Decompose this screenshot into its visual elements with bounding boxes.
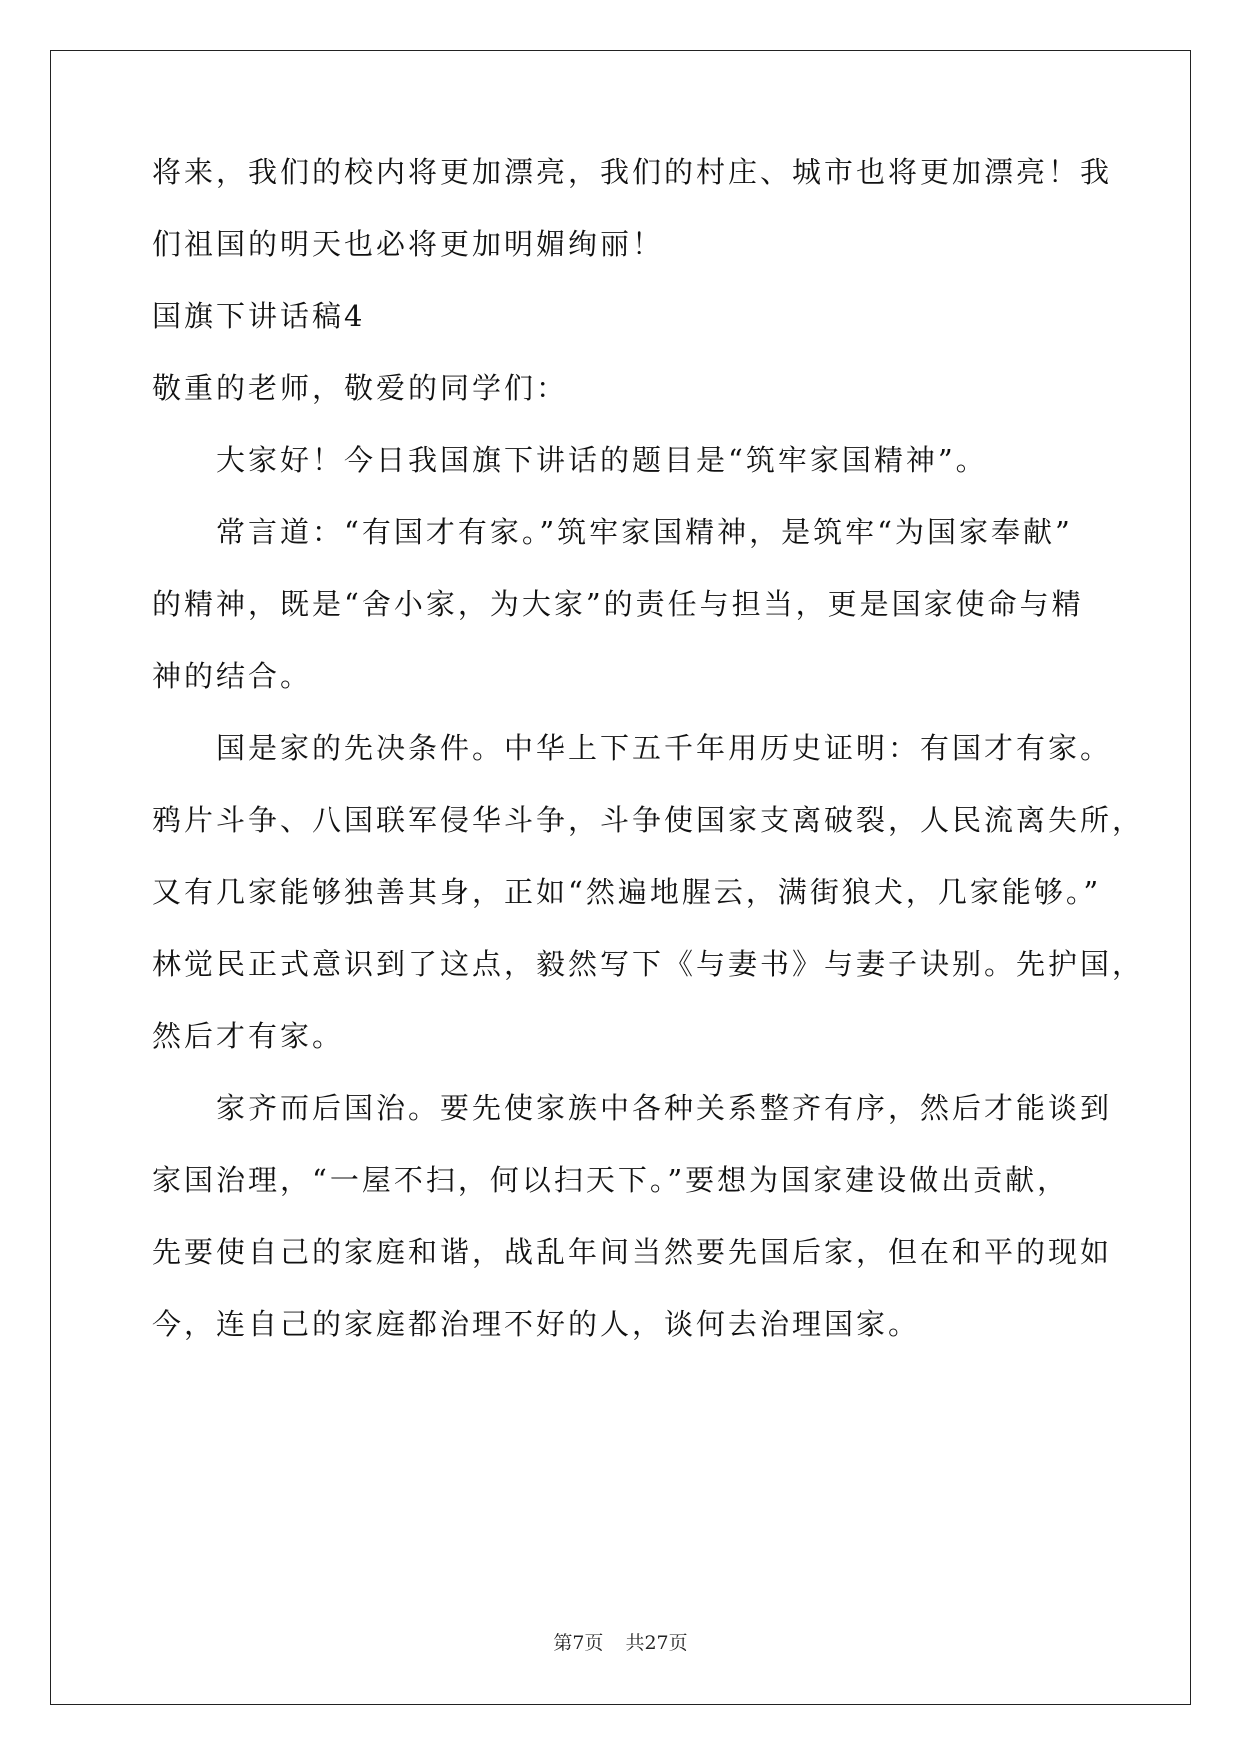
text-line: 先要使自己的家庭和谐，战乱年间当然要先国后家，但在和平的现如 <box>152 1235 1113 1269</box>
salutation: 敬重的老师，敬爱的同学们： <box>152 371 569 405</box>
text-line: 鸦片斗争、八国联军侵华斗争，斗争使国家支离破裂，人民流离失所， <box>152 803 1145 837</box>
page-footer <box>0 1628 1241 1655</box>
text-line: 常言道：“有国才有家。”筑牢家国精神，是筑牢“为国家奉献” <box>216 515 1073 549</box>
text-line: 林觉民正式意识到了这点，毅然写下《与妻书》与妻子诀别。先护国， <box>152 947 1145 981</box>
page-total: 共27页 <box>625 1632 688 1654</box>
text-line: 家国治理，“一屋不扫，何以扫天下。”要想为国家建设做出贡献， <box>152 1163 1070 1197</box>
text-line: 大家好！今日我国旗下讲话的题目是“筑牢家国精神”。 <box>216 443 988 477</box>
section-heading: 国旗下讲话稿4 <box>152 299 366 333</box>
text-line: 国是家的先决条件。中华上下五千年用历史证明：有国才有家。 <box>216 731 1113 765</box>
text-line: 家齐而后国治。要先使家族中各种关系整齐有序，然后才能谈到 <box>216 1091 1113 1125</box>
text-line: 神的结合。 <box>152 659 313 693</box>
text-line: 的精神，既是“舍小家，为大家”的责任与担当，更是国家使命与精 <box>152 587 1084 621</box>
page-number: 第7页 <box>553 1632 604 1654</box>
text-line: 今，连自己的家庭都治理不好的人，谈何去治理国家。 <box>152 1307 921 1341</box>
text-line: 们祖国的明天也必将更加明媚绚丽！ <box>152 227 665 261</box>
text-line: 又有几家能够独善其身，正如“然遍地腥云，满街狼犬，几家能够。” <box>152 875 1102 909</box>
text-line: 将来，我们的校内将更加漂亮，我们的村庄、城市也将更加漂亮！我 <box>152 155 1113 189</box>
text-line: 然后才有家。 <box>152 1019 345 1053</box>
